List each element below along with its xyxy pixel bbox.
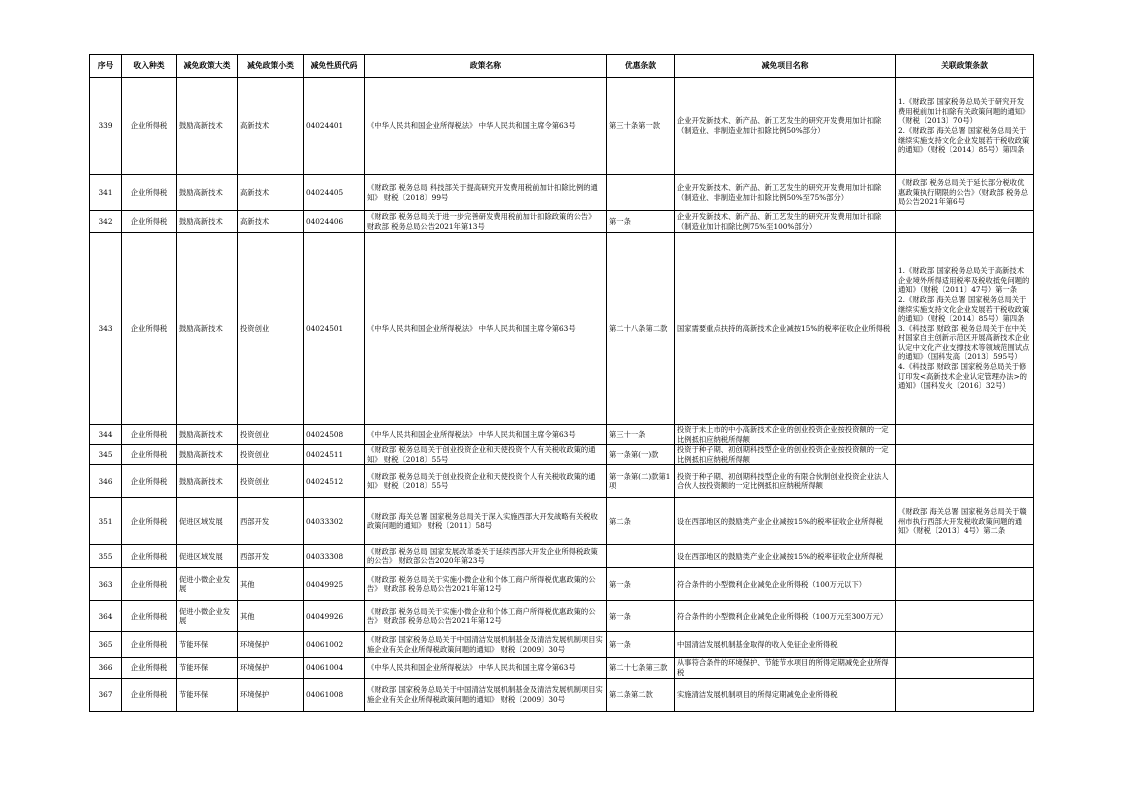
cell-category: 节能环保: [177, 632, 238, 658]
cell-subcategory: 环境保护: [238, 632, 304, 658]
cell-related: [896, 425, 1034, 445]
col-header-no: 序号: [90, 55, 122, 78]
cell-category: 促进小微企业发展: [177, 568, 238, 601]
cell-no: 351: [90, 498, 122, 545]
cell-related: 《财政部 税务总局关于延长部分税收优惠政策执行期限的公告》（财政部 税务总局公告2021年第6号: [896, 175, 1034, 211]
table-row: [90, 678, 1034, 711]
cell-item: 设在西部地区的鼓励类产业企业减按15%的税率征收企业所得税: [675, 545, 896, 568]
cell-category: 节能环保: [177, 658, 238, 678]
cell-policy: 《财政部 国家税务总局关于中国清洁发展机制基金及清洁发展机制项目实施企业有关企业所得税政策问题的通知》 财税〔2009〕30号: [365, 632, 607, 658]
cell-related: [896, 601, 1034, 632]
cell-type: 企业所得税: [122, 175, 177, 211]
table-row: [90, 658, 1034, 678]
col-header-code: 减免性质代码: [304, 55, 365, 78]
cell-subcategory: 高新技术: [238, 211, 304, 233]
col-header-item: 减免项目名称: [675, 55, 896, 78]
cell-subcategory: 西部开发: [238, 545, 304, 568]
col-header-subcategory: 减免政策小类: [238, 55, 304, 78]
cell-no: 342: [90, 211, 122, 233]
cell-category: 促进小微企业发展: [177, 601, 238, 632]
cell-type: 企业所得税: [122, 211, 177, 233]
cell-no: 345: [90, 445, 122, 465]
cell-item: 国家需要重点扶持的高新技术企业减按15%的税率征收企业所得税: [675, 233, 896, 425]
cell-item: 中国清洁发展机制基金取得的收入免征企业所得税: [675, 632, 896, 658]
tax-policy-table: [89, 54, 1034, 712]
cell-code: 04033308: [304, 545, 365, 568]
cell-policy: 《财政部 国家税务总局关于中国清洁发展机制基金及清洁发展机制项目实施企业有关企业所得税政策问题的通知》 财税〔2009〕30号: [365, 678, 607, 711]
cell-subcategory: 西部开发: [238, 498, 304, 545]
table-row: [90, 465, 1034, 498]
cell-category: 促进区域发展: [177, 545, 238, 568]
cell-category: 鼓励高新技术: [177, 425, 238, 445]
cell-category: 促进区域发展: [177, 498, 238, 545]
cell-item: 企业开发新技术、新产品、新工艺发生的研究开发费用加计扣除（制造业、非制造业加计扣除比例50%部分）: [675, 78, 896, 175]
col-header-related: 关联政策条款: [896, 55, 1034, 78]
table-body: [90, 78, 1034, 712]
cell-item: 从事符合条件的环境保护、节能节水项目的所得定期减免企业所得税: [675, 658, 896, 678]
col-header-type: 收入种类: [122, 55, 177, 78]
cell-clause: 第一条: [607, 211, 675, 233]
cell-category: 鼓励高新技术: [177, 445, 238, 465]
header-row: [90, 55, 1034, 78]
table-row: [90, 498, 1034, 545]
cell-code: 04049926: [304, 601, 365, 632]
cell-policy: 《财政部 税务总局关于实施小微企业和个体工商户所得税优惠政策的公告》 财政部 税务总局公告2021年第12号: [365, 601, 607, 632]
cell-type: 企业所得税: [122, 545, 177, 568]
cell-policy: 《财政部 税务总局关于创业投资企业和天使投资个人有关税收政策的通知》 财税〔2018〕55号: [365, 445, 607, 465]
cell-related: 1.《财政部 国家税务总局关于研究开发费用税前加计扣除有关政策问题的通知》（财税〔2013〕70号） 2.《财政部 海关总署 国家税务总局关于继续实施支持文化企业发展若干税收政策的通知》（财税〔2014〕85号）第四条: [896, 78, 1034, 175]
cell-no: 344: [90, 425, 122, 445]
table-row: [90, 78, 1034, 175]
cell-related: [896, 658, 1034, 678]
cell-clause: 第二条第二款: [607, 678, 675, 711]
table-row: [90, 425, 1034, 445]
cell-item: 符合条件的小型微利企业减免企业所得税（100万元至300万元）: [675, 601, 896, 632]
cell-related: 1.《财政部 国家税务总局关于高新技术企业境外所得适用税率及税收抵免问题的通知》（财税〔2011〕47号）第一条 2.《财政部 海关总署 国家税务总局关于继续实施支持文化企业发展若干税收政策的通知》（财税〔2014〕85号）第四条 3.《科技部 财政部 税务总局关于在中关村国家自主创新示范区开展高新技术企业认定中文化产业支撑技术等领域范围试点的通知》（国科发高〔2013〕595号） 4.《科技部 财政部 国家税务总局关于修订印发<高新技术企业认定管理办法>的通知》（国科发火〔2016〕32号）: [896, 233, 1034, 425]
table-row: [90, 632, 1034, 658]
table-row: [90, 233, 1034, 425]
cell-related: [896, 568, 1034, 601]
cell-policy: 《中华人民共和国企业所得税法》 中华人民共和国主席令第63号: [365, 658, 607, 678]
cell-no: 364: [90, 601, 122, 632]
cell-item: 设在西部地区的鼓励类产业企业减按15%的税率征收企业所得税: [675, 498, 896, 545]
cell-type: 企业所得税: [122, 233, 177, 425]
cell-no: 343: [90, 233, 122, 425]
cell-policy: 《财政部 税务总局 科技部关于提高研究开发费用税前加计扣除比例的通知》 财税〔2018〕99号: [365, 175, 607, 211]
cell-policy: 《财政部 税务总局关于实施小微企业和个体工商户所得税优惠政策的公告》 财政部 税务总局公告2021年第12号: [365, 568, 607, 601]
cell-clause: [607, 175, 675, 211]
cell-no: 367: [90, 678, 122, 711]
cell-code: 04024405: [304, 175, 365, 211]
cell-subcategory: 投资创业: [238, 445, 304, 465]
cell-policy: 《财政部 税务总局 国家发展改革委关于延续西部大开发企业所得税政策的公告》 财政部公告2020年第23号: [365, 545, 607, 568]
cell-item: 企业开发新技术、新产品、新工艺发生的研究开发费用加计扣除（制造业、非制造业加计扣除比例50%至75%部分）: [675, 175, 896, 211]
cell-no: 355: [90, 545, 122, 568]
cell-code: 04024406: [304, 211, 365, 233]
cell-related: [896, 545, 1034, 568]
cell-related: [896, 211, 1034, 233]
col-header-policy: 政策名称: [365, 55, 607, 78]
cell-type: 企业所得税: [122, 78, 177, 175]
cell-item: 投资于种子期、初创期科技型企业的有限合伙制创业投资企业法人合伙人按投资额的一定比例抵扣应纳税所得额: [675, 465, 896, 498]
table-row: [90, 445, 1034, 465]
cell-no: 366: [90, 658, 122, 678]
cell-subcategory: 投资创业: [238, 233, 304, 425]
cell-subcategory: 投资创业: [238, 425, 304, 445]
cell-clause: 第二十七条第三款: [607, 658, 675, 678]
cell-subcategory: 投资创业: [238, 465, 304, 498]
cell-related: [896, 632, 1034, 658]
cell-code: 04033302: [304, 498, 365, 545]
policy-table-sheet: [89, 54, 1033, 712]
cell-item: 投资于未上市的中小高新技术企业的创业投资企业按投资额的一定比例抵扣应纳税所得额: [675, 425, 896, 445]
cell-policy: 《财政部 海关总署 国家税务总局关于深入实施西部大开发战略有关税收政策问题的通知》 财税〔2011〕58号: [365, 498, 607, 545]
cell-subcategory: 其他: [238, 568, 304, 601]
cell-code: 04024508: [304, 425, 365, 445]
cell-code: 04061008: [304, 678, 365, 711]
cell-item: 实施清洁发展机制项目的所得定期减免企业所得税: [675, 678, 896, 711]
cell-category: 节能环保: [177, 678, 238, 711]
cell-clause: 第一条: [607, 568, 675, 601]
cell-related: [896, 678, 1034, 711]
cell-no: 365: [90, 632, 122, 658]
cell-clause: 第一条第(一)款: [607, 445, 675, 465]
cell-item: 符合条件的小型微利企业减免企业所得税（100万元以下）: [675, 568, 896, 601]
cell-related: [896, 445, 1034, 465]
cell-item: 投资于种子期、初创期科技型企业的创业投资企业按投资额的一定比例抵扣应纳税所得额: [675, 445, 896, 465]
cell-subcategory: 其他: [238, 601, 304, 632]
cell-category: 鼓励高新技术: [177, 465, 238, 498]
cell-clause: 第二十八条第二款: [607, 233, 675, 425]
cell-no: 341: [90, 175, 122, 211]
cell-item: 企业开发新技术、新产品、新工艺发生的研究开发费用加计扣除（制造业加计扣除比例75%至100%部分）: [675, 211, 896, 233]
cell-clause: 第一条: [607, 601, 675, 632]
cell-type: 企业所得税: [122, 465, 177, 498]
cell-related: 《财政部 海关总署 国家税务总局关于赣州市执行西部大开发税收政策问题的通知》（财税〔2013〕4号）第二条: [896, 498, 1034, 545]
cell-category: 鼓励高新技术: [177, 233, 238, 425]
cell-clause: [607, 545, 675, 568]
cell-subcategory: 高新技术: [238, 175, 304, 211]
cell-clause: 第三十一条: [607, 425, 675, 445]
cell-subcategory: 环境保护: [238, 678, 304, 711]
cell-code: 04061002: [304, 632, 365, 658]
cell-type: 企业所得税: [122, 498, 177, 545]
cell-type: 企业所得税: [122, 632, 177, 658]
cell-type: 企业所得税: [122, 678, 177, 711]
cell-clause: 第二条: [607, 498, 675, 545]
table-row: [90, 601, 1034, 632]
cell-code: 04061004: [304, 658, 365, 678]
cell-no: 346: [90, 465, 122, 498]
cell-code: 04024501: [304, 233, 365, 425]
col-header-clause: 优惠条款: [607, 55, 675, 78]
cell-code: 04024512: [304, 465, 365, 498]
cell-code: 04049925: [304, 568, 365, 601]
cell-subcategory: 环境保护: [238, 658, 304, 678]
cell-subcategory: 高新技术: [238, 78, 304, 175]
cell-code: 04024401: [304, 78, 365, 175]
cell-type: 企业所得税: [122, 601, 177, 632]
cell-category: 鼓励高新技术: [177, 78, 238, 175]
cell-no: 363: [90, 568, 122, 601]
cell-clause: 第三十条第一款: [607, 78, 675, 175]
cell-policy: 《中华人民共和国企业所得税法》 中华人民共和国主席令第63号: [365, 233, 607, 425]
cell-category: 鼓励高新技术: [177, 175, 238, 211]
cell-policy: 《中华人民共和国企业所得税法》 中华人民共和国主席令第63号: [365, 425, 607, 445]
cell-clause: 第一条: [607, 632, 675, 658]
cell-type: 企业所得税: [122, 425, 177, 445]
cell-type: 企业所得税: [122, 658, 177, 678]
col-header-category: 减免政策大类: [177, 55, 238, 78]
cell-related: [896, 465, 1034, 498]
cell-policy: 《中华人民共和国企业所得税法》 中华人民共和国主席令第63号: [365, 78, 607, 175]
cell-code: 04024511: [304, 445, 365, 465]
cell-clause: 第一条第(二)款第1项: [607, 465, 675, 498]
table-row: [90, 175, 1034, 211]
table-row: [90, 568, 1034, 601]
table-row: [90, 211, 1034, 233]
cell-no: 339: [90, 78, 122, 175]
table-row: [90, 545, 1034, 568]
cell-category: 鼓励高新技术: [177, 211, 238, 233]
cell-type: 企业所得税: [122, 568, 177, 601]
cell-policy: 《财政部 税务总局关于进一步完善研发费用税前加计扣除政策的公告》 财政部 税务总局公告2021年第13号: [365, 211, 607, 233]
cell-type: 企业所得税: [122, 445, 177, 465]
cell-policy: 《财政部 税务总局关于创业投资企业和天使投资个人有关税收政策的通知》 财税〔2018〕55号: [365, 465, 607, 498]
